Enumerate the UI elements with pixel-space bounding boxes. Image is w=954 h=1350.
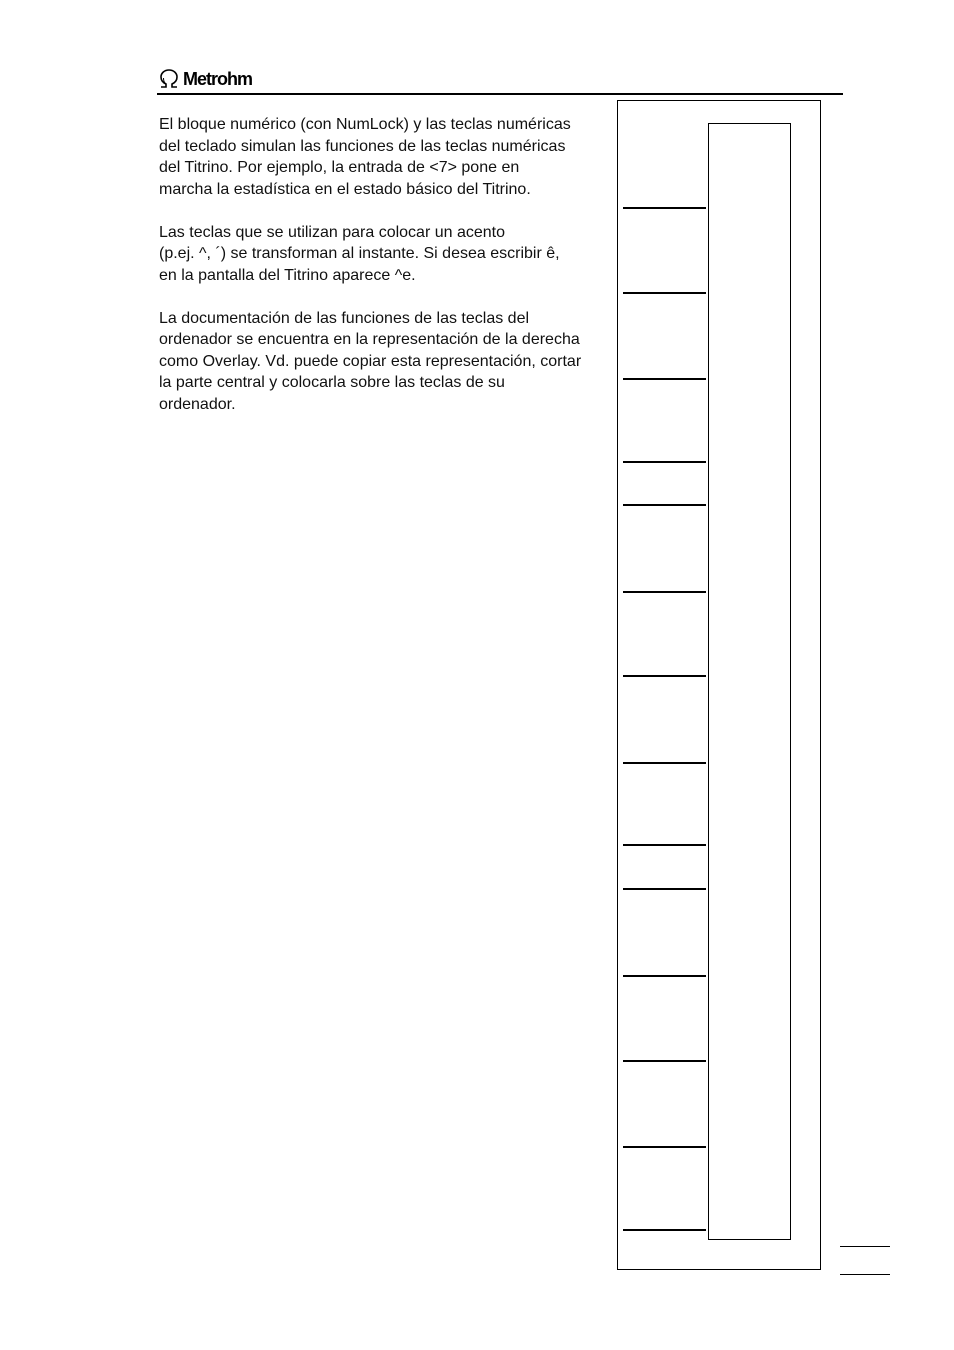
overlay-key-divider [623, 975, 706, 977]
overlay-key-divider [623, 1146, 706, 1148]
overlay-key-divider [623, 292, 706, 294]
overlay-key-divider [623, 675, 706, 677]
overlay-key-divider [623, 207, 706, 209]
paragraph-numeric-block: El bloque numérico (con NumLock) y las teclas numéricas del teclado simulan las funciones de las teclas numéricas del Titrino. Por ejemplo, la entrada de <7> pone en marcha la estadística en el estado básico del Titrino. [159, 116, 571, 198]
omega-icon [158, 68, 180, 90]
overlay-key-divider [623, 1060, 706, 1062]
metrohm-logo [158, 68, 252, 90]
overlay-key-divider [623, 888, 706, 890]
paragraph-accent-keys: Las teclas que se utilizan para colocar un acento (p.ej. ^, ´) se transforman al instante. Si desea escribir ê, en la pantalla del Titrino aparece ^e. [159, 223, 560, 284]
page-mark-line [840, 1274, 890, 1275]
overlay-key-divider [623, 461, 706, 463]
brand-name: Metrohm [183, 69, 252, 89]
overlay-key-divider [623, 591, 706, 593]
overlay-key-divider [623, 378, 706, 380]
page-mark-line [840, 1246, 890, 1247]
overlay-key-divider [623, 504, 706, 506]
overlay-key-divider [623, 762, 706, 764]
body-text [159, 114, 619, 437]
keyboard-overlay-center-strip [708, 123, 791, 1240]
paragraph-overlay: La documentación de las funciones de las teclas del ordenador se encuentra en la representación de la derecha como Overlay. Vd. puede copiar esta representación, cortar la parte central y colocarla sobre las teclas de su ordenador. [159, 309, 582, 413]
overlay-key-divider [623, 844, 706, 846]
overlay-key-divider [623, 1229, 706, 1231]
header-rule [157, 93, 843, 95]
